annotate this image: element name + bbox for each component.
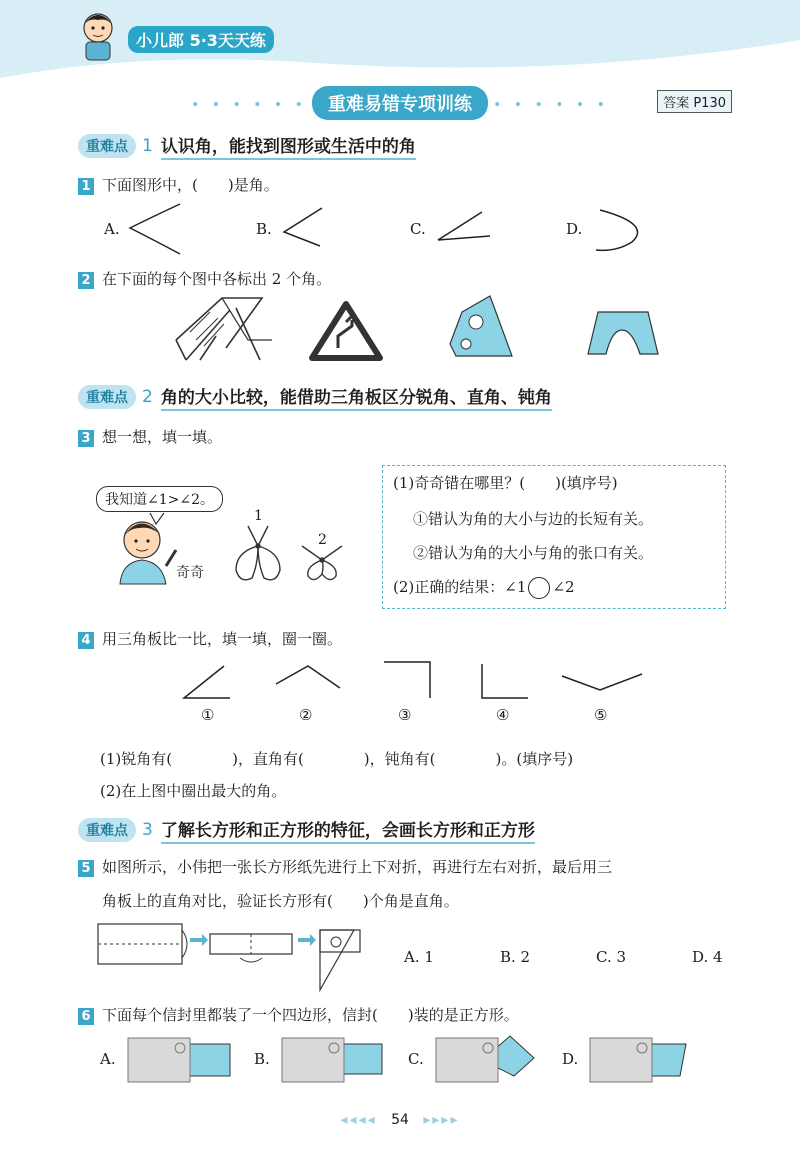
angle-label-4: ④ <box>496 706 510 724</box>
dots-right: • • • • • • <box>493 97 609 114</box>
envelope-c-icon <box>436 1036 534 1082</box>
q4-line-2: (2)在上图中圈出最大的角。 <box>100 782 287 800</box>
question-number: 2 <box>78 272 94 289</box>
envelope-a-icon <box>128 1038 230 1082</box>
envelope-b-icon <box>282 1038 382 1082</box>
question-text: 在下面的每个图中各标出 2 个角。 <box>102 270 332 288</box>
section-title: 重难易错专项训练 <box>312 86 488 120</box>
question-text: 用三角板比一比，填一填，圈一圈。 <box>102 630 343 648</box>
q1-option-c: C. <box>410 220 426 238</box>
page-number: 54 <box>391 1112 409 1128</box>
box-line-1: (1)奇奇错在哪里？( )(填序号) <box>393 474 618 492</box>
q5-option-a: A. 1 <box>404 948 434 966</box>
box-line-2: ①错认为角的大小与边的长短有关。 <box>413 510 654 528</box>
speech-bubble: 我知道∠1>∠2。 <box>96 486 223 512</box>
angle-label-3: ③ <box>398 706 412 724</box>
angle-label-5: ⑤ <box>594 706 608 724</box>
box-line-4-prefix: (2)正确的结果：∠1 <box>393 578 527 596</box>
q1-option-d: D. <box>566 220 583 238</box>
question-text: 下面每个信封里都装了一个四边形，信封( )装的是正方形。 <box>102 1006 519 1024</box>
q6-option-b: B. <box>254 1050 270 1068</box>
question-text-line-1: 如图所示，小伟把一张长方形纸先进行上下对折，再进行左右对折，最后用三 <box>102 858 613 876</box>
q1-option-a: A. <box>104 220 120 238</box>
key-point-text: 了解长方形和正方形的特征，会画长方形和正方形 <box>161 816 535 844</box>
q1-option-b: B. <box>256 220 272 238</box>
angle-label-2: ② <box>299 706 313 724</box>
question-5-line-2: 角板上的直角对比，验证长方形有( )个角是直角。 <box>102 892 459 910</box>
q6-option-d: D. <box>562 1050 579 1068</box>
q4-line-1: (1)锐角有( )，直角有( )，钝角有( )。(填序号) <box>100 750 574 768</box>
question-text: 下面图形中，( )是角。 <box>102 176 279 194</box>
angle-label-1: ① <box>201 706 215 724</box>
brand-title: 小儿郎 5·3天天练 <box>128 26 274 53</box>
question-number: 1 <box>78 178 94 195</box>
question-text: 想一想，填一填。 <box>102 428 223 446</box>
footer-arrows-left: ◂◂◂◂ <box>340 1112 377 1128</box>
boy-name-label: 奇奇 <box>176 565 204 581</box>
q5-option-c: C. 3 <box>596 948 627 966</box>
key-point-tag: 重难点 <box>78 385 136 409</box>
envelope-d-icon <box>590 1038 686 1082</box>
footer-arrows-right: ▸▸▸▸ <box>423 1112 460 1128</box>
dots-left: • • • • • • <box>191 97 307 114</box>
question-number: 3 <box>78 430 94 447</box>
angle-1-label: 1 <box>254 508 263 524</box>
question-number: 6 <box>78 1008 94 1025</box>
page-footer <box>0 1112 800 1128</box>
q6-option-c: C. <box>408 1050 424 1068</box>
key-point-number: 3 <box>142 820 153 840</box>
key-point-number: 1 <box>142 136 153 156</box>
box-line-3: ②错认为角的大小与角的张口有关。 <box>413 544 654 562</box>
q5-option-b: B. 2 <box>500 948 531 966</box>
key-point-tag: 重难点 <box>78 134 136 158</box>
key-point-text: 认识角，能找到图形或生活中的角 <box>161 132 416 160</box>
key-point-text: 角的大小比较，能借助三角板区分锐角、直角、钝角 <box>161 383 552 411</box>
q5-option-d: D. 4 <box>692 948 723 966</box>
q6-option-a: A. <box>100 1050 116 1068</box>
answer-reference: 答案 P130 <box>657 90 732 113</box>
box-line-4-suffix: ∠2 <box>552 578 575 596</box>
key-point-tag: 重难点 <box>78 818 136 842</box>
angle-2-label: 2 <box>318 532 327 548</box>
key-point-number: 2 <box>142 387 153 407</box>
question-number: 4 <box>78 632 94 649</box>
question-number: 5 <box>78 860 94 877</box>
